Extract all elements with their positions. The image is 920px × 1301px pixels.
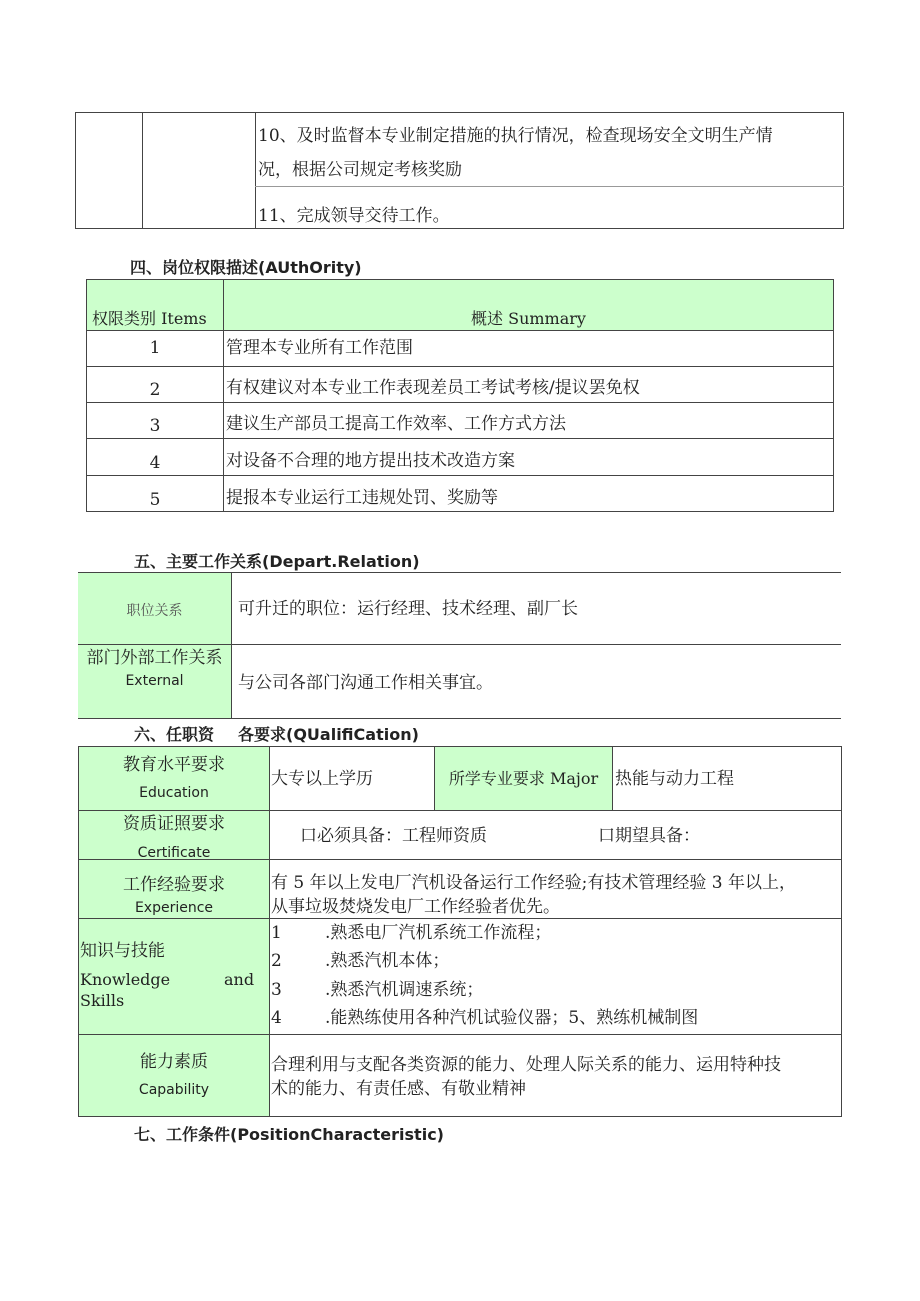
skill-text: .能熟练使用各种汽机试验仪器；5、熟练机械制图 [325, 1008, 699, 1028]
authority-row-no: 2 [149, 380, 161, 400]
education-value: 大专以上学历 [271, 769, 373, 789]
authority-row-text: 对设备不合理的地方提出技术改造方案 [226, 451, 515, 471]
capability-label: 能力素质 [140, 1052, 208, 1072]
authority-row-text: 有权建议对本专业工作表现差员工考试考核/提议罢免权 [226, 378, 640, 398]
qualification-heading-b: 各要求(QUalifiCation) [238, 725, 419, 744]
relation-external-label-en: External [125, 673, 184, 689]
cert-required: 口必须具备：工程师资质 [300, 826, 487, 846]
authority-row-text: 建议生产部员工提高工作效率、工作方式方法 [226, 414, 566, 434]
authority-heading: 四、岗位权限描述(AUthOrity) [130, 258, 362, 277]
authority-row-text: 提报本专业运行工违规处罚、奖励等 [226, 488, 498, 508]
knowledge-label-en: Knowledge [80, 970, 171, 989]
skill-number: 3 [271, 980, 282, 1000]
skill-text: .熟悉汽机调速系统； [325, 980, 484, 1000]
knowledge-label: 知识与技能 [80, 941, 165, 961]
relation-external-text: 与公司各部门沟通工作相关事宜。 [238, 673, 493, 693]
knowledge-label-skills: Skills [80, 991, 125, 1010]
authority-col-summary: 概述 Summary [471, 309, 586, 328]
authority-row-no: 5 [149, 490, 161, 510]
authority-row-no: 4 [149, 453, 161, 473]
knowledge-label-and: and [224, 970, 255, 989]
capability-line1: 合理利用与支配各类资源的能力、处理人际关系的能力、运用特种技 [271, 1055, 781, 1075]
relation-position-text: 可升迁的职位：运行经理、技术经理、副厂长 [238, 599, 578, 619]
relation-position-label: 职位关系 [126, 603, 183, 619]
experience-line1: 有 5 年以上发电厂汽机设备运行工作经验;有技术管理经验 3 年以上， [271, 873, 796, 893]
skill-text: .熟悉电厂汽机系统工作流程； [325, 923, 552, 943]
capability-label-en: Capability [138, 1082, 210, 1098]
duty-item-11: 11、完成领导交待工作。 [258, 206, 450, 226]
duty-item-10-line2: 况，根据公司规定考核奖励 [258, 160, 462, 180]
experience-label-en: Experience [134, 900, 214, 916]
experience-label: 工作经验要求 [123, 875, 225, 895]
certificate-label-en: Certificate [137, 845, 211, 861]
major-label: 所学专业要求 Major [448, 769, 599, 788]
skill-number: 2 [271, 951, 282, 971]
authority-row-no: 1 [149, 338, 161, 358]
relation-external-label: 部门外部工作关系 [86, 648, 223, 668]
capability-line2: 术的能力、有责任感、有敬业精神 [271, 1079, 526, 1099]
authority-row-no: 3 [149, 416, 161, 436]
certificate-label: 资质证照要求 [123, 814, 225, 834]
duty-item-10-line1: 10、及时监督本专业制定措施的执行情况，检查现场安全文明生产情 [258, 126, 773, 146]
authority-row-text: 管理本专业所有工作范围 [226, 338, 413, 358]
qualification-heading-a: 六、任职资 [134, 725, 215, 744]
skill-number: 4 [271, 1008, 282, 1028]
conditions-heading: 七、工作条件(PositionCharacteristic) [134, 1125, 444, 1144]
cert-desired: 口期望具备： [598, 826, 700, 846]
authority-col-items: 权限类别 Items [92, 309, 207, 328]
experience-line2: 从事垃圾焚烧发电厂工作经验者优先。 [271, 897, 560, 917]
skill-text: .熟悉汽机本体； [325, 951, 450, 971]
skill-number: 1 [271, 923, 282, 943]
education-label: 教育水平要求 [123, 755, 225, 775]
major-value: 热能与动力工程 [615, 769, 734, 789]
education-label-en: Education [139, 785, 209, 801]
relations-heading: 五、主要工作关系(Depart.Relation) [134, 552, 420, 571]
